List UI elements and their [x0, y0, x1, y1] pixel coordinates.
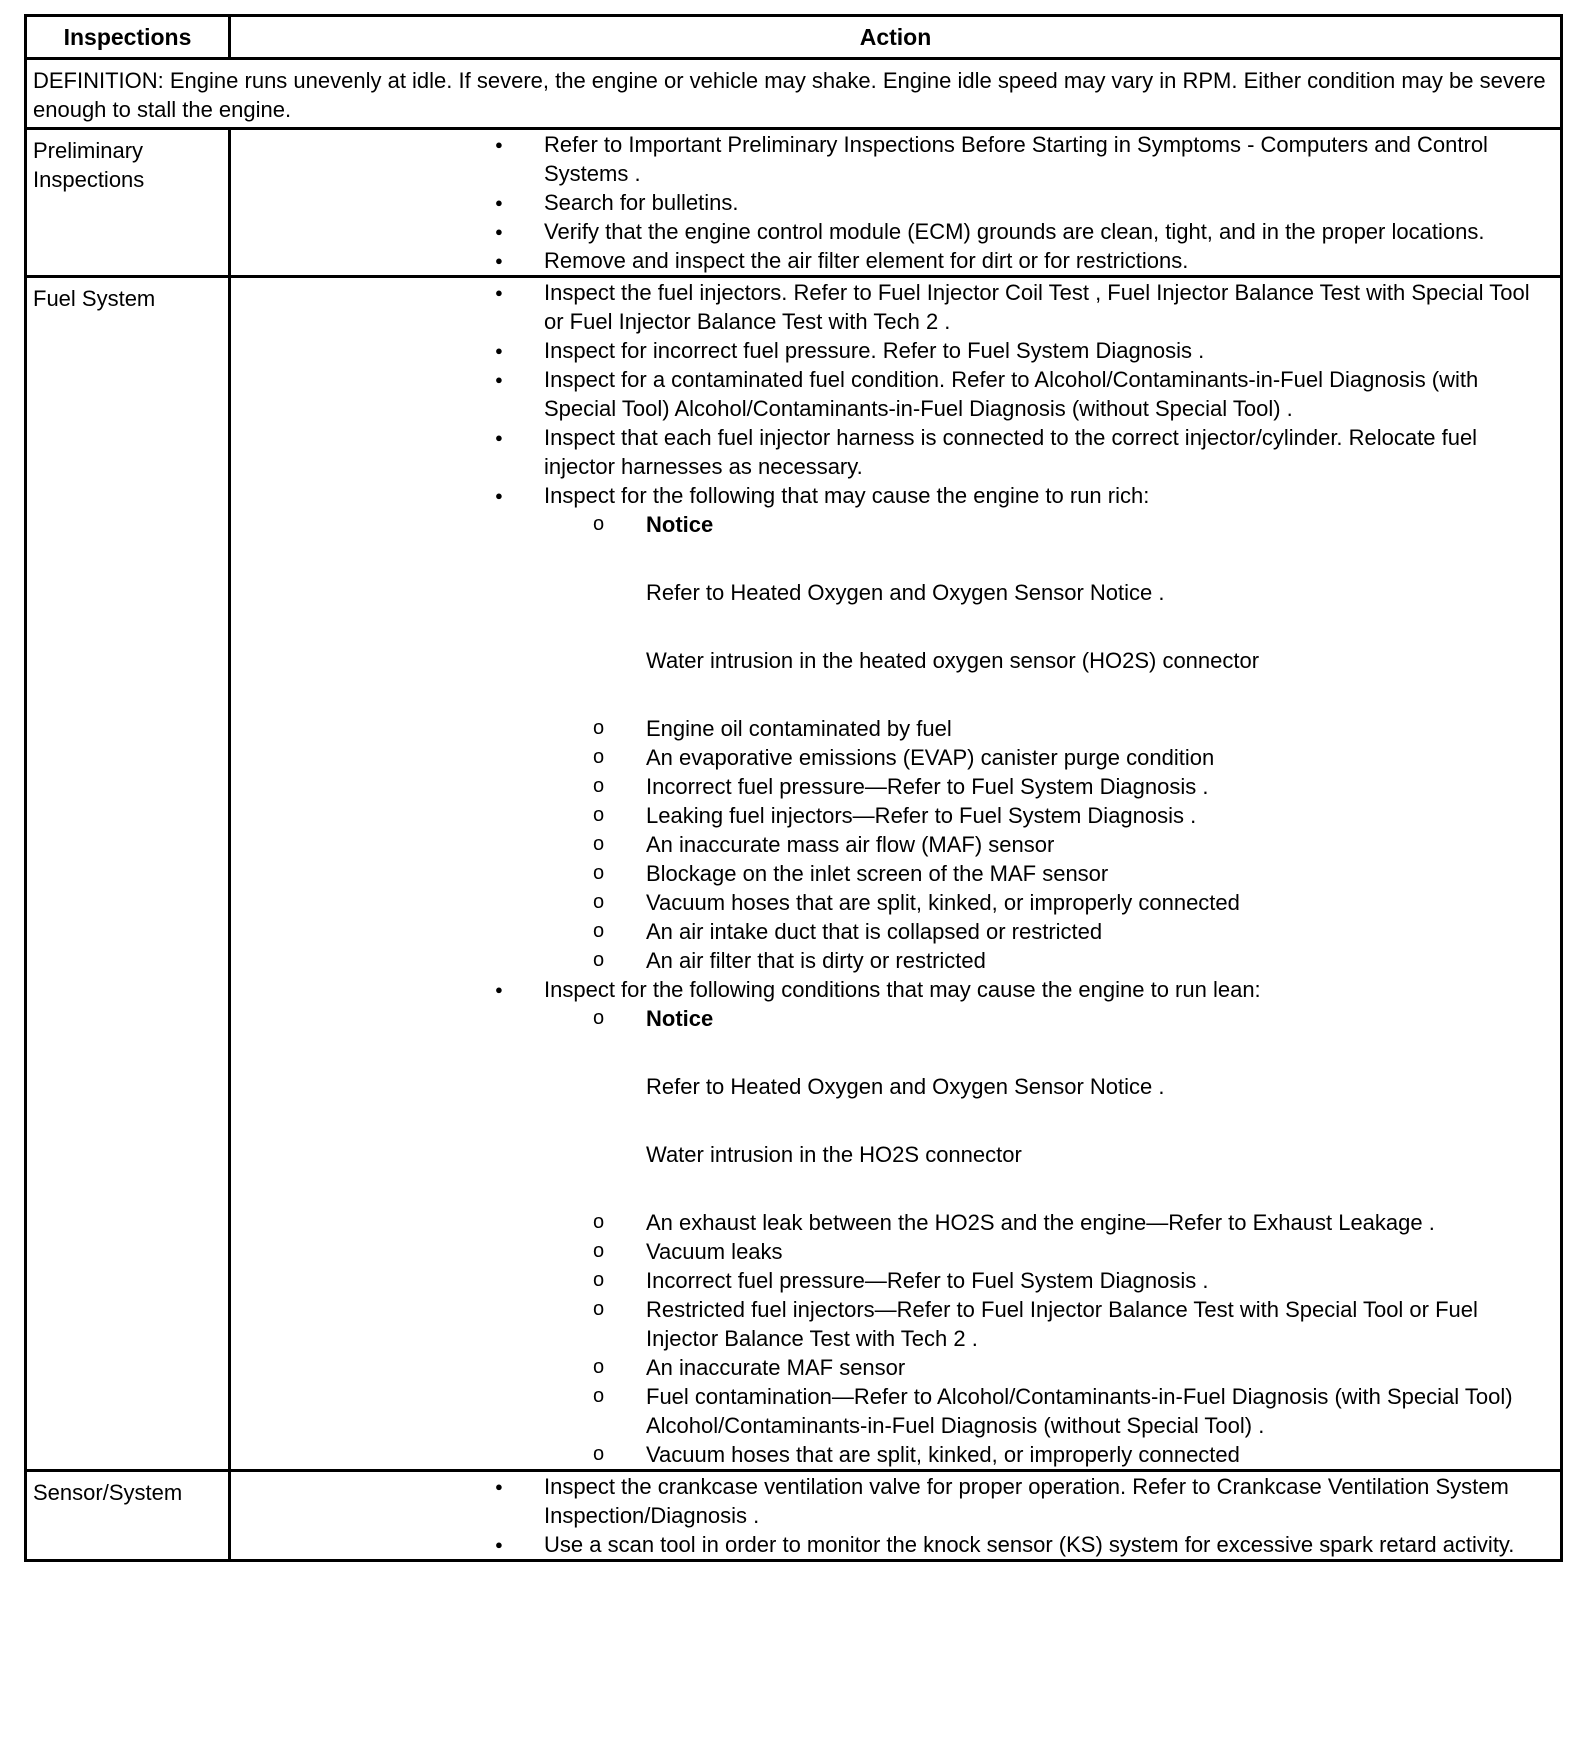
sub-list-item: o An air intake duct that is collapsed or restricted: [231, 917, 1538, 946]
row-action-preliminary: [230, 129, 1562, 277]
list-item: ● Verify that the engine control module (ECM) grounds are clean, tight, and in the proper locations.: [231, 217, 1560, 246]
rich-intro: Inspect for the following that may cause the engine to run rich:: [544, 483, 1150, 508]
list-item: ● Inspect that each fuel injector harness is connected to the correct injector/cylinder. Relocate fuel injector harnesses as necessary.: [231, 423, 1560, 481]
sub-list-item: o Engine oil contaminated by fuel: [231, 714, 1538, 743]
header-action: Action: [230, 16, 1562, 59]
sub-list-item: o Blockage on the inlet screen of the MAF sensor: [231, 859, 1538, 888]
sub-list-item: o An evaporative emissions (EVAP) canister purge condition: [231, 743, 1538, 772]
notice-text: Refer to Heated Oxygen and Oxygen Sensor Notice .: [646, 1074, 1165, 1099]
sub-list: [544, 1004, 1538, 1469]
sub-list-item: o Vacuum hoses that are split, kinked, or improperly connected: [231, 888, 1538, 917]
list-item: ● Inspect the crankcase ventilation valve for proper operation. Refer to Crankcase Ventilation System Inspection/Diagnosis .: [231, 1472, 1560, 1530]
list-item: ● Inspect for incorrect fuel pressure. Refer to Fuel System Diagnosis .: [231, 336, 1560, 365]
table-row: [26, 277, 1562, 1471]
list-item-rich: [231, 481, 1560, 975]
sub-list-item: o Leaking fuel injectors—Refer to Fuel System Diagnosis .: [231, 801, 1538, 830]
bullet-list: [231, 130, 1560, 275]
definition-text: DEFINITION: Engine runs unevenly at idle. If severe, the engine or vehicle may shake. Engine idle speed may vary in RPM. Either condition may be severe enough to stall the engine.: [26, 59, 1562, 129]
list-item: ● Search for bulletins.: [231, 188, 1560, 217]
row-label-sensor: Sensor/System: [26, 1471, 230, 1561]
bullet-list: [231, 278, 1560, 1469]
sub-list-item: o An inaccurate mass air flow (MAF) sensor: [231, 830, 1538, 859]
notice-item: Water intrusion in the heated oxygen sensor (HO2S) connector: [646, 648, 1260, 673]
sub-list-item: o An air filter that is dirty or restricted: [231, 946, 1538, 975]
sub-list-item: o Incorrect fuel pressure—Refer to Fuel System Diagnosis .: [231, 1266, 1538, 1295]
sub-list-item-notice: [231, 1004, 1538, 1169]
row-action-sensor: [230, 1471, 1562, 1561]
header-inspections: Inspections: [26, 16, 230, 59]
list-item: ● Use a scan tool in order to monitor the knock sensor (KS) system for excessive spark retard activity.: [231, 1530, 1560, 1559]
sub-list-item: o An inaccurate MAF sensor: [231, 1353, 1538, 1382]
header-row: [26, 16, 1562, 59]
diagnostic-table: [24, 14, 1563, 1562]
sub-list: [544, 510, 1538, 975]
sub-list-item: o Restricted fuel injectors—Refer to Fuel Injector Balance Test with Special Tool or Fuel Injector Balance Test with Tech 2 .: [231, 1295, 1538, 1353]
sub-list-item: o Vacuum leaks: [231, 1237, 1538, 1266]
bullet-list: [231, 1472, 1560, 1559]
definition-row: [26, 59, 1562, 129]
list-item: ● Refer to Important Preliminary Inspections Before Starting in Symptoms - Computers and Control Systems .: [231, 130, 1560, 188]
sub-list-item: o Vacuum hoses that are split, kinked, or improperly connected: [231, 1440, 1538, 1469]
sub-list-item: o Fuel contamination—Refer to Alcohol/Contaminants-in-Fuel Diagnosis (with Special Tool) Alcohol/Contaminants-in-Fuel Diagnosis (without Special Tool) .: [231, 1382, 1538, 1440]
notice-title: Notice: [646, 512, 714, 537]
table-row: [26, 1471, 1562, 1561]
table-row: [26, 129, 1562, 277]
row-label-preliminary: Preliminary Inspections: [26, 129, 230, 277]
sub-list-item: o Incorrect fuel pressure—Refer to Fuel System Diagnosis .: [231, 772, 1538, 801]
lean-intro: Inspect for the following conditions that may cause the engine to run lean:: [544, 977, 1261, 1002]
notice-text: Refer to Heated Oxygen and Oxygen Sensor Notice .: [646, 580, 1165, 605]
sub-list-item-notice: [231, 510, 1538, 675]
sub-list-item: o An exhaust leak between the HO2S and the engine—Refer to Exhaust Leakage .: [231, 1208, 1538, 1237]
list-item-lean: [231, 975, 1560, 1469]
list-item: ● Inspect the fuel injectors. Refer to Fuel Injector Coil Test , Fuel Injector Balance Test with Special Tool or Fuel Injector Balance Test with Tech 2 .: [231, 278, 1560, 336]
row-label-fuel: Fuel System: [26, 277, 230, 1471]
notice-title: Notice: [646, 1006, 714, 1031]
notice-item: Water intrusion in the HO2S connector: [646, 1142, 1022, 1167]
row-action-fuel: [230, 277, 1562, 1471]
list-item: ● Remove and inspect the air filter element for dirt or for restrictions.: [231, 246, 1560, 275]
list-item: ● Inspect for a contaminated fuel condition. Refer to Alcohol/Contaminants-in-Fuel Diagnosis (with Special Tool) Alcohol/Contaminants-in-Fuel Diagnosis (without Special Tool) .: [231, 365, 1560, 423]
